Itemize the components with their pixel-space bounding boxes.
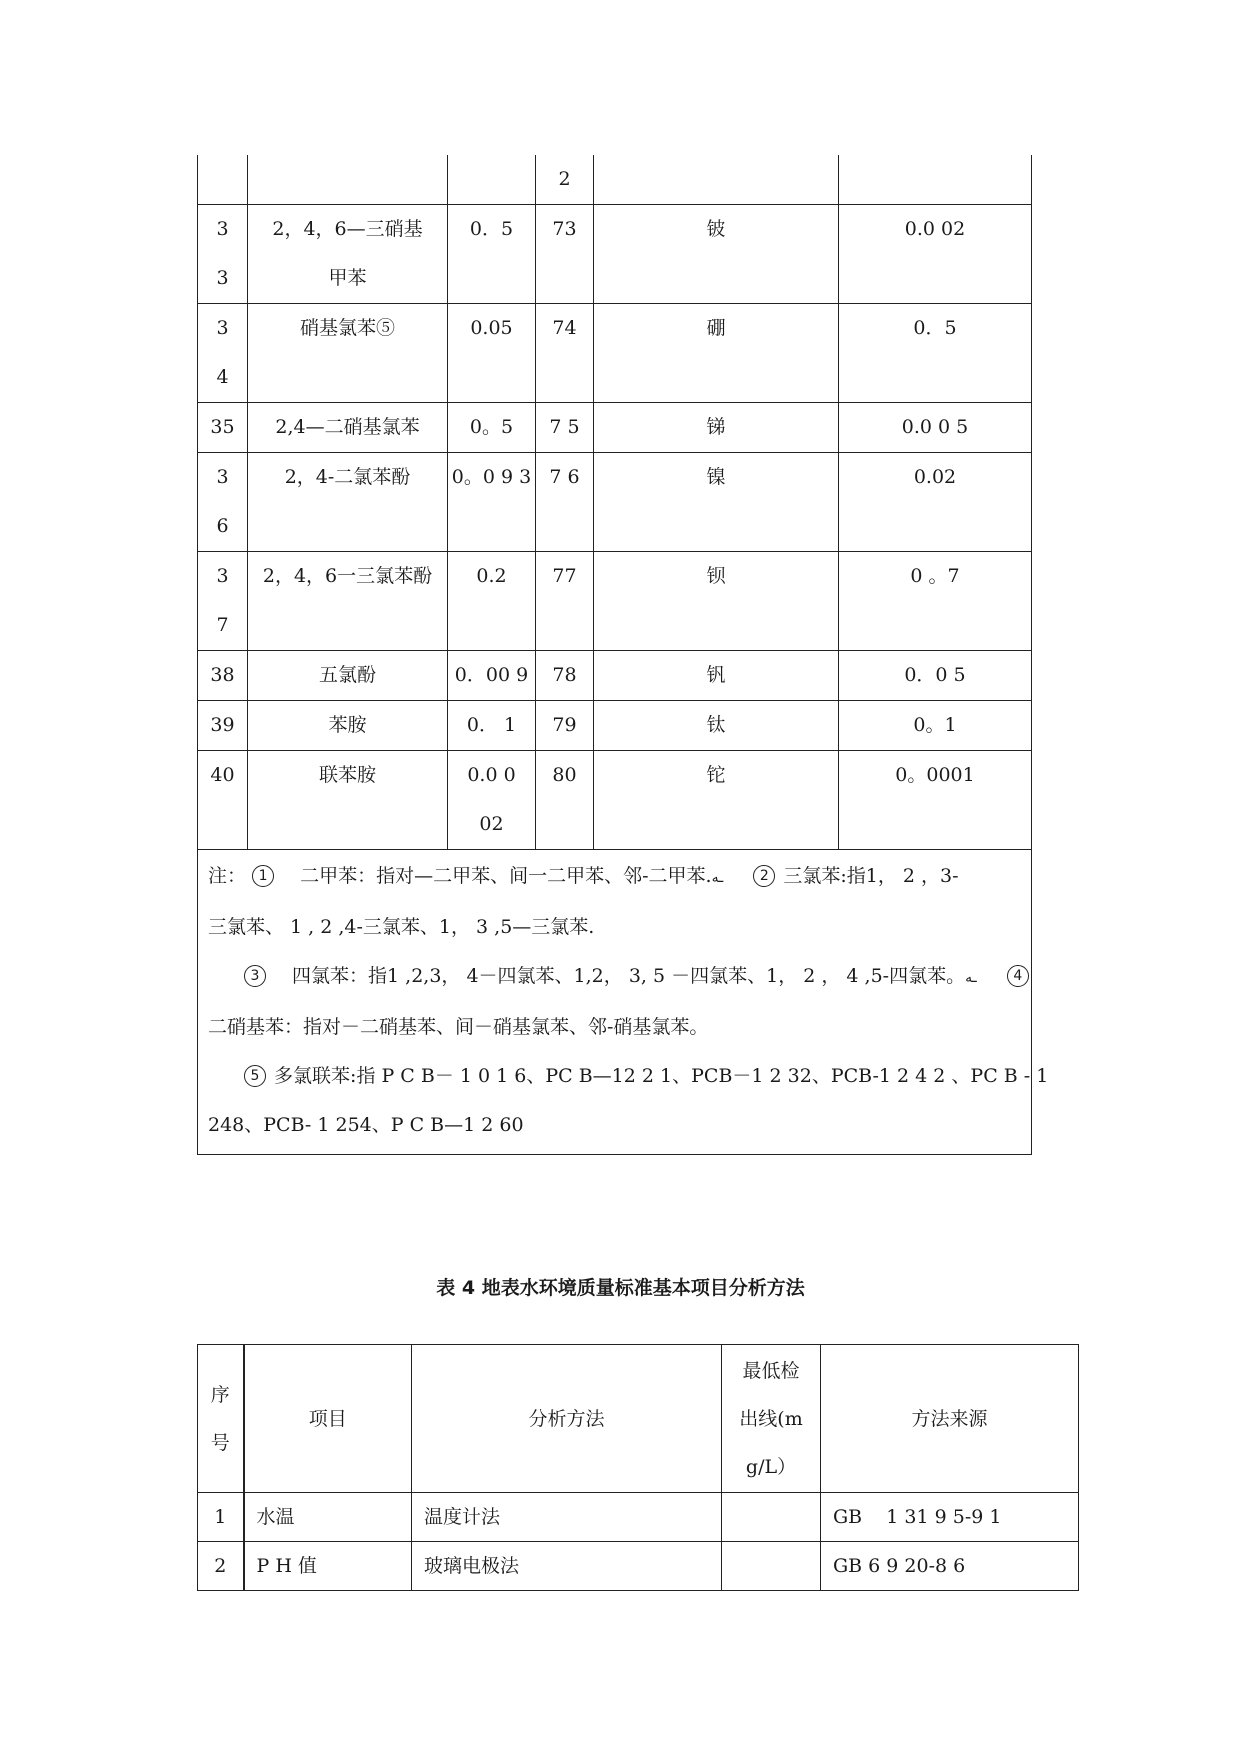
cell-text: 6: [216, 515, 229, 537]
table-cell: [594, 651, 839, 701]
table-cell: [839, 205, 1032, 304]
table-cell: P H 值: [244, 1542, 412, 1591]
table-cell: [536, 453, 594, 552]
limits-table-continued: [197, 155, 1049, 1155]
table-cell: [839, 701, 1032, 751]
table-cell: GB 1 31 9 5-9 1: [821, 1493, 1079, 1542]
table-cell: [198, 205, 248, 304]
table-cell: GB 6 9 20-8 6: [821, 1542, 1079, 1591]
note-label: 注：: [208, 865, 247, 887]
cell-text: 钛: [706, 714, 726, 736]
table-cell: [722, 1542, 821, 1591]
cell-text: 2,4—二硝基氯苯: [275, 416, 420, 438]
note-cell: [198, 850, 1049, 1155]
table-cell: [839, 453, 1032, 552]
table-cell: [248, 701, 448, 751]
table-row: [198, 453, 1032, 552]
table-cell: [594, 403, 839, 453]
cell-text: 35: [210, 416, 235, 438]
table-cell: [536, 552, 594, 651]
cell-text: 0.2: [476, 565, 507, 587]
table-row: [198, 651, 1032, 701]
table-cell: [839, 155, 1032, 205]
table-cell: [248, 155, 448, 205]
note-text: 三氯苯:指1， 2 ，3-: [783, 865, 959, 887]
table-cell: [722, 1493, 821, 1542]
analysis-methods-table: [197, 1344, 1079, 1591]
table-cell: [448, 205, 536, 304]
table-cell: [536, 403, 594, 453]
table-cell: [198, 304, 248, 403]
cell-text: 7: [216, 614, 229, 636]
circled-number-icon: 4: [1007, 965, 1029, 987]
cell-text: 77: [552, 565, 577, 587]
cell-text: 锑: [706, 416, 726, 438]
table-row: [198, 1542, 1079, 1591]
note-line: [208, 852, 1021, 903]
table-cell: [248, 205, 448, 304]
table-cell: [839, 751, 1032, 850]
cell-text: 0。1: [913, 714, 957, 736]
cell-text: 4: [216, 366, 229, 388]
table-cell: [248, 552, 448, 651]
cell-text: 38: [210, 664, 235, 686]
table-cell: [448, 751, 536, 850]
table-cell: 2: [198, 1542, 244, 1591]
table-cell: [536, 304, 594, 403]
cell-text: 硼: [706, 317, 726, 339]
table-header-row: [198, 1345, 1079, 1493]
note-row: [198, 850, 1032, 1155]
cell-text: 3: [216, 466, 229, 488]
table-cell: 水温: [244, 1493, 412, 1542]
circled-number-icon: 1: [252, 865, 274, 887]
table-cell: [448, 304, 536, 403]
table-cell: [839, 552, 1032, 651]
table-cell: [248, 651, 448, 701]
cell-text: 苯胺: [328, 714, 367, 736]
cell-text: 02: [479, 813, 504, 835]
note-text: 多氯联苯:指 P C B－ 1 0 1 6、PC B—12 2 1、PCB－1 2 32、PCB-1 2 4 2 、PC B - 1: [274, 1065, 1049, 1087]
table-cell: [198, 701, 248, 751]
cell-text: 0。5: [469, 416, 514, 438]
table-cell: [198, 651, 248, 701]
cell-text: 0．00 9: [454, 664, 529, 686]
paragraph-mark-icon: ـه: [965, 970, 977, 986]
cell-text: 铊: [706, 764, 726, 786]
table-cell: [594, 205, 839, 304]
table-cell: [839, 304, 1032, 403]
cell-text: 3: [216, 565, 229, 587]
cell-text: 0.0 0 5: [901, 416, 969, 438]
table-body: [198, 1493, 1079, 1591]
cell-text: 0.05: [470, 317, 513, 339]
cell-text: 镍: [706, 466, 726, 488]
table-cell: [248, 304, 448, 403]
table-cell: [248, 751, 448, 850]
note-text: 四氯苯：指1 ,2,3， 4－四氯苯、1,2， 3, 5 －四氯苯、1， 2 ， 4 ,5-四氯苯。: [292, 965, 966, 987]
header-no: 序 号: [198, 1345, 244, 1493]
header-limit: 最低检 出线(m g/L）: [722, 1345, 821, 1493]
table-body: [198, 205, 1032, 850]
table-caption: 表 4 地表水环境质量标准基本项目分析方法: [436, 1277, 805, 1299]
table-cell: [448, 155, 536, 205]
table-cell: [594, 453, 839, 552]
table-cell: [448, 453, 536, 552]
cell-text: 80: [552, 764, 577, 786]
cell-text: 7 6: [549, 466, 580, 488]
cell-text: 0．5: [913, 317, 957, 339]
table-row: [198, 155, 1032, 205]
cell-text: 40: [210, 764, 235, 786]
table-row: [198, 552, 1032, 651]
table-cell: [594, 304, 839, 403]
note-line: 二硝基苯：指对－二硝基苯、间－硝基氯苯、邻-硝基氯苯。: [208, 1016, 709, 1038]
cell-text: 0.02: [913, 466, 957, 488]
cell-text: 钒: [706, 664, 726, 686]
table-cell: [594, 751, 839, 850]
cell-text: 钡: [706, 565, 726, 587]
table-cell: 玻璃电极法: [412, 1542, 722, 1591]
table-cell: 温度计法: [412, 1493, 722, 1542]
cell-text: 78: [552, 664, 577, 686]
header-item: 项目: [244, 1345, 412, 1493]
table-cell: [839, 651, 1032, 701]
table-cell: [198, 403, 248, 453]
cell-text: 3: [216, 267, 229, 289]
table-row: [198, 751, 1032, 850]
cell-text: 2，4，6—三硝基: [272, 218, 423, 240]
table-cell: [448, 701, 536, 751]
note-line: 248、PCB- 1 254、P C B—1 2 60: [208, 1114, 524, 1136]
table-cell: [248, 403, 448, 453]
cell-text: 3: [216, 317, 229, 339]
table-row: [198, 1493, 1079, 1542]
cell-text: 7 5: [549, 416, 580, 438]
cell-text: 0.0 02: [904, 218, 966, 240]
cell-text: 74: [552, 317, 577, 339]
note-line: [208, 1052, 1049, 1101]
note-line: 三氯苯、 1 , 2 ,4-三氯苯、1， 3 ,5—三氯苯.: [208, 916, 595, 938]
circled-number-icon: 2: [753, 865, 775, 887]
table-cell: [839, 403, 1032, 453]
table-cell: 1: [198, 1493, 244, 1542]
table-cell: [198, 453, 248, 552]
cell-text: 硝基氯苯⑤: [299, 317, 395, 339]
circled-number-icon: 5: [244, 1065, 266, 1087]
cell-text: 0．0 5: [904, 664, 966, 686]
table-cell: [536, 205, 594, 304]
table-cell: [448, 403, 536, 453]
cell-text: 0 。7: [910, 565, 960, 587]
paragraph-mark-icon: ـه: [711, 870, 724, 886]
table-cell: [536, 651, 594, 701]
cell-text: 铍: [706, 218, 726, 240]
cell-text: 甲苯: [328, 267, 367, 289]
cell-text: 2，4，6一三氯苯酚: [262, 565, 433, 587]
cell-text: 39: [210, 714, 235, 736]
table-cell: [198, 155, 248, 205]
cell-text: 0。0 9 3: [451, 466, 532, 488]
table-cell: [594, 552, 839, 651]
cell-text: 3: [216, 218, 229, 240]
note-line: [208, 952, 1021, 1003]
table-cell: [594, 155, 839, 205]
circled-number-icon: 3: [244, 965, 266, 987]
note-text: 二甲苯：指对—二甲苯、间一二甲苯、邻-二甲苯.: [300, 865, 712, 887]
table-row: [198, 701, 1032, 751]
table-cell: [536, 701, 594, 751]
table-cell: [198, 751, 248, 850]
cell-text: 73: [552, 218, 577, 240]
cell-text: 0．5: [469, 218, 514, 240]
table-cell: [448, 552, 536, 651]
cell-text: 0.0 0: [467, 764, 516, 786]
table-row: [198, 205, 1032, 304]
table-cell: 2: [536, 155, 594, 205]
table-cell: [248, 453, 448, 552]
cell-text: 2，4-二氯苯酚: [284, 466, 411, 488]
table-row: [198, 304, 1032, 403]
header-method: 分析方法: [412, 1345, 722, 1493]
table-cell: [536, 751, 594, 850]
table-cell: [448, 651, 536, 701]
header-source: 方法来源: [821, 1345, 1079, 1493]
cell-text: 0。0001: [895, 764, 975, 786]
cell-text: 0． 1: [466, 714, 517, 736]
table-row: [198, 403, 1032, 453]
table-cell: [594, 701, 839, 751]
table-cell: [198, 552, 248, 651]
cell-text: 联苯胺: [318, 764, 376, 786]
cell-text: 五氯酚: [318, 664, 376, 686]
cell-text: 79: [552, 714, 577, 736]
